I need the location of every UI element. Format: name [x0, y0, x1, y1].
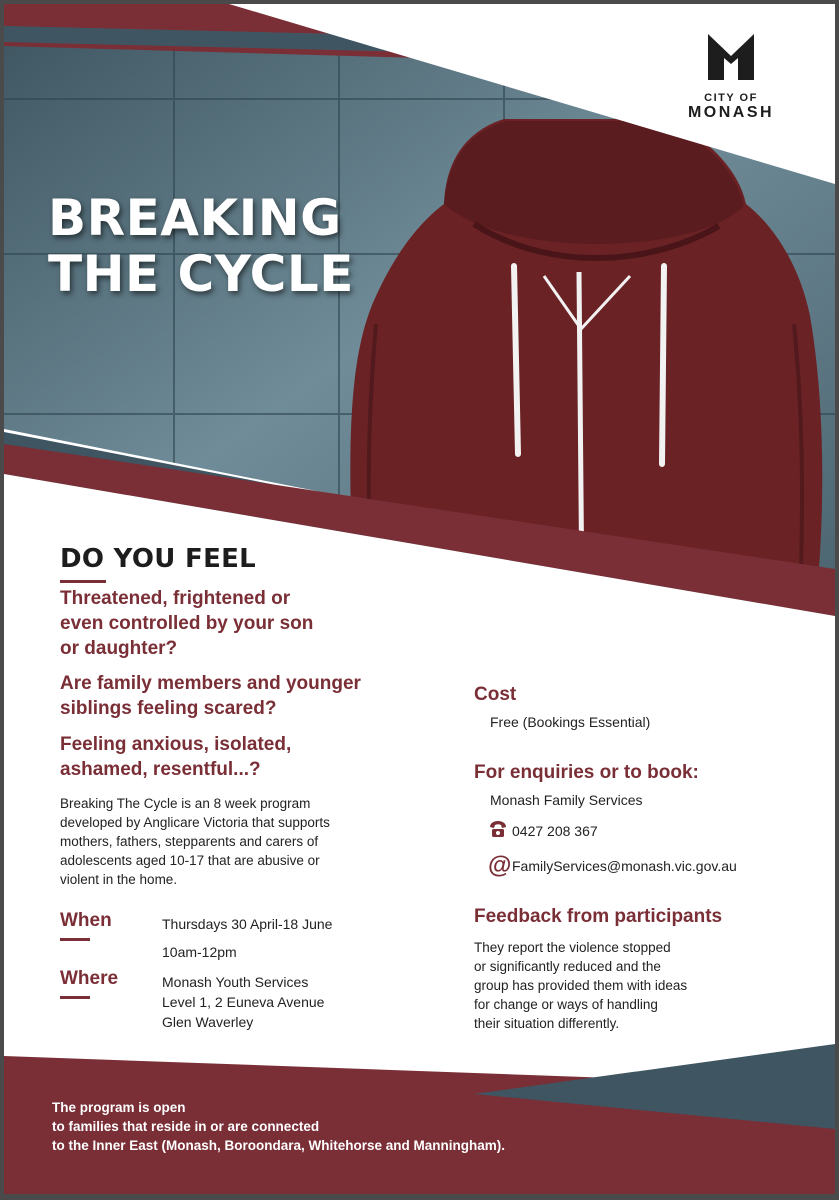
email-contact[interactable]: [488, 854, 737, 878]
footer-line: The program is open: [52, 1100, 186, 1115]
question-family-members: [60, 671, 361, 721]
feedback-line: for change or ways of handling: [474, 997, 658, 1012]
program-title: [48, 190, 354, 302]
when-label: [60, 910, 112, 932]
question-line: siblings feeling scared?: [60, 698, 277, 719]
cost-heading: Cost: [474, 684, 517, 705]
question-anxious: [60, 732, 291, 782]
when-label-text: When: [60, 910, 112, 931]
logo-line-1: CITY OF: [704, 92, 758, 104]
question-line: Feeling anxious, isolated,: [60, 734, 292, 755]
organisation-name: Monash Family Services: [490, 792, 643, 808]
where-line: Glen Waverley: [162, 1014, 254, 1030]
phone-icon: [488, 820, 512, 841]
when-underline: [60, 938, 90, 941]
heading-text: DO YOU FEEL: [60, 544, 257, 574]
when-details: [162, 914, 332, 962]
eligibility-note: [52, 1098, 672, 1155]
feedback-line: their situation differently.: [474, 1016, 620, 1031]
when-date: Thursdays 30 April-18 June: [162, 916, 333, 932]
phone-number: 0427 208 367: [512, 822, 598, 839]
monash-m-icon: [708, 34, 754, 80]
description-line: mothers, fathers, stepparents and carers of: [60, 834, 319, 849]
cost-value: Free (Bookings Essential): [490, 714, 651, 730]
feedback-line: or significantly reduced and the: [474, 959, 661, 974]
description-line: developed by Anglicare Victoria that supports: [60, 815, 330, 830]
question-line: or daughter?: [60, 638, 178, 659]
when-time: 10am-12pm: [162, 944, 237, 960]
where-line: Level 1, 2 Euneva Avenue: [162, 994, 325, 1010]
question-line: Are family members and younger: [60, 673, 361, 694]
where-line: Monash Youth Services: [162, 974, 309, 990]
where-label-text: Where: [60, 968, 119, 989]
flyer-page: [4, 4, 835, 1194]
feedback-text: [474, 938, 774, 1033]
where-underline: [60, 996, 90, 999]
email-address: FamilyServices@monash.vic.gov.au: [512, 858, 737, 874]
question-threatened: [60, 586, 313, 661]
feedback-line: They report the violence stopped: [474, 940, 671, 955]
at-icon: @: [488, 852, 512, 879]
title-line-2: THE CYCLE: [48, 245, 354, 303]
phone-contact[interactable]: [488, 820, 598, 841]
description-line: Breaking The Cycle is an 8 week program: [60, 796, 311, 811]
program-description: [60, 794, 420, 889]
title-line-1: BREAKING: [48, 189, 342, 247]
footer-line: to the Inner East (Monash, Boroondara, Whitehorse and Manningham).: [52, 1138, 506, 1153]
description-line: adolescents aged 10-17 that are abusive or: [60, 853, 320, 868]
logo-line-2: MONASH: [687, 104, 775, 121]
do-you-feel-heading: [60, 544, 256, 574]
description-line: violent in the home.: [60, 872, 178, 887]
enquiries-heading: For enquiries or to book:: [474, 762, 699, 783]
where-label: [60, 968, 118, 990]
question-line: ashamed, resentful...?: [60, 759, 261, 780]
question-line: even controlled by your son: [60, 613, 314, 634]
heading-underline: [60, 580, 106, 583]
feedback-heading: Feedback from participants: [474, 906, 723, 927]
question-line: Threatened, frightened or: [60, 588, 291, 609]
where-details: [162, 972, 324, 1032]
city-of-monash-logo: [676, 34, 786, 122]
feedback-line: group has provided them with ideas: [474, 978, 688, 993]
footer-line: to families that reside in or are connected: [52, 1119, 320, 1134]
